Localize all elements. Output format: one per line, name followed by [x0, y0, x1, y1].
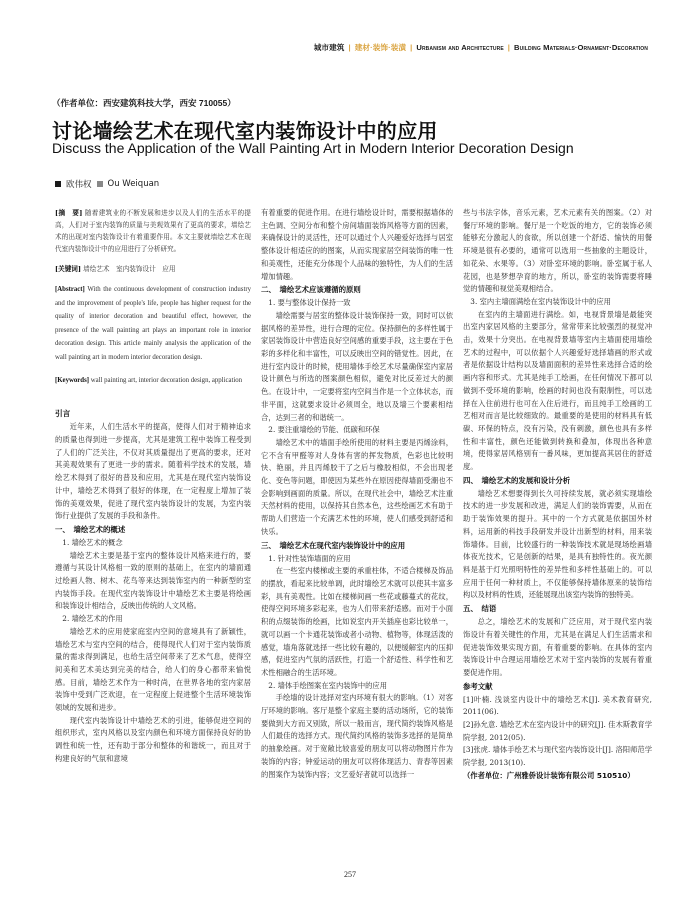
paragraph: 在室内的主墙面进行满绘。如，电视背景墙是最能突出室内家居风格的主要部分，常常带来比较强烈的视觉冲击，效果十分突出。在电视背景墙等室内主墙面使用墙绘艺术的过程中，可以依据个人兴趣爱好选择墙画的形式或者是依据设计结构以及墙面面积的差异性来选择合适的绘画内容和形式。尤其是纯手工绘画，在任何情况下都可以做到不受环境的影响，绘画的时间也没有限制性，可以选择在入住前进行也可在入住后进行，而且纯手工绘画的工艺相对而言是比较细致的。最重要的是使用的材料具有低碳、环保的特点，没有污染，没有刺激，颜色也具有多样性和丰富性，颜色还能做到转换和叠加，体现出各种意境，使得家居风格别有一番风味，更加提高其居住的舒适度。 — [463, 309, 652, 472]
subsection-heading: 2. 要注重墙绘的节能、低碳和环保 — [268, 425, 380, 435]
column-2 — [261, 207, 453, 781]
section-heading: 二、 墙绘艺术应该遵循的原则 — [261, 285, 361, 295]
authors — [55, 178, 159, 190]
abstract-cn — [55, 207, 251, 255]
reference-item: [2]孙允意. 墙绘艺术在室内设计中的研究[J]. 佳木斯教育学院学报, 2012(05). — [463, 720, 652, 742]
column-3 — [463, 207, 652, 783]
abstract-text: 随着建筑业的不断发展和进步以及人们的生活水平的提高，人们对于室内装饰的质量与美观效果有了更高的要求，墙绘艺术的出现对室内装饰设计有着重要作用。本文主要就墙绘艺术在现代室内装饰设计中的应用进行了分析研究。 — [55, 209, 252, 254]
reference-item: [1]叶楠. 浅谈室内设计中的墙绘艺术[J]. 美术教育研究, 2011(06). — [463, 694, 652, 717]
paragraph: 墙绘艺术中的墙面手绘所使用的材料主要是丙烯涂料，它不含有甲醛等对人身体有害的挥发物质，色彩也比较明快、艳丽，并且丙烯胶干了之后与橡胶相似，不会出现老化、变色等问题，即使因为某些外在原因使得墙面受潮也不会影响到画面的质量。所以，在现代社会中，墙绘艺术注重天然材料的使用，以保持其自然本色，这些绘画艺术有助于帮助人们营造一个充满艺术性的环境，使人们感受到舒适和快乐。 — [261, 437, 453, 536]
section-heading: 五、 结语 — [463, 604, 497, 614]
section-heading: 一、 墙绘艺术的概述 — [55, 524, 126, 534]
subsection-heading: 2. 墙绘艺术的作用 — [62, 614, 123, 624]
keywords-label: [关键词] — [55, 265, 82, 274]
section-heading: 三、 墙绘艺术在现代室内装饰设计中的应用 — [261, 540, 406, 550]
paragraph: 手绘墙的设计选择对室内环境有很大的影响。（1）对客厅环境的影响。客厅是整个家庭主要的活动场所，它的装饰要做到大方而又别致，所以一般而言，现代简约装饰风格是人们最佳的选择方式。现代简约风格的装饰多选择的是简单的抽象绘画。对于宽敞比较喜爱的朋友可以将动物图片作为装饰的内容；钟爱运动的朋友可以将体现活力、青春等因素的图案作为装饰内容；文艺爱好者就可以选择一 — [261, 693, 453, 779]
title-chinese: 讨论墙绘艺术在现代室内装饰设计中的应用 — [52, 119, 438, 143]
journal-header: 城市建筑 | 建材·装饰·装潢 | Urbanism and Architecture | Building Materials·Ornament·Decoration — [313, 43, 648, 52]
square-bullet-icon — [97, 181, 103, 187]
keywords-cn — [55, 263, 251, 275]
subsection-heading: 1. 要与整体设计保持一致 — [268, 298, 351, 308]
keywords-en-text: wall painting art, interior decoration design, application — [90, 376, 243, 384]
subsection-heading: 3. 室内主墙面满绘在室内装饰设计中的应用 — [470, 296, 611, 306]
column-1 — [55, 207, 251, 766]
author-affiliation-top: （作者单位：西安建筑科技大学，西安 710055） — [52, 98, 236, 108]
paragraph: 墙绘需要与居室的整体设计装饰保持一致，同时可以依据风格的差异性，进行合理的定位。保持颜色的多样性属于家居装饰设计中营造良好空间感的重要手段，这主要在于色彩的多样化和丰富性，可以反映出空间的错觉性。因此，在进行室内设计的时候，使用墙体手绘艺术尽量确保室内家居设计颜色与所选的图案颜色相似，避免对比反差过大的颜色。在设计中，一定要将室内空间当作是一个立体状态，而非平面，这就要求设计必须周全，地以及墙三个要素相结合，达到三者的和谐统一。 — [261, 310, 453, 422]
paragraph: 墙绘艺术主要是基于室内的整体设计风格来进行的，要遵循与其设计风格相一致的原则的基础上，在室内的墙面通过绘画人物、树木、花鸟等来达到装饰室内的一种新型的室内装饰手段。在现代室内装饰设计中墙绘艺术主要是将绘画和装饰设计相结合，反映出传统的人文风格。 — [55, 550, 251, 611]
author-affiliation-bottom: （作者单位：广州雅侨设计装饰有限公司 510510） — [463, 770, 635, 780]
paragraph: 墙绘艺术的应用使家庭室内空间的意境具有了新颖性，墙绘艺术与室内空间的结合，使得现代人们对于室内装饰质量的需求得到满足，也给生活空间带来了艺术气息，使得空间美和艺术美达到完美的结合，给人们的身心都带来愉悦感。目前，墙绘艺术作为一种时尚，在世界各地的室内家居装饰中受到广泛欢迎，在一定程度上促进整个生活环境装饰领域的发展和进步。 — [55, 626, 251, 713]
journal-header-sub: 建材·装饰·装潢 — [354, 43, 407, 52]
paragraph: 在一些室内楼梯或主要的承重柱体，不适合楼梯及饰品的摆放，看起来比较单调，此时墙绘艺术就可以使其丰富多彩，具有美观性。比如在楼梯间画一些花或藤蔓式的花纹，使得空间环境多彩起来，也为人们带来舒适感。而对于小面积的点缀装饰的绘画，比如说室内开关插座也彩比较单一，就可以画一个卡通花装饰或者小动物、植物等，体现活泼的感觉，墙角落就选择一些比较有趣的，以便缓解室内的压抑感，促进室内气氛的活跃性，打造一个舒适性、科学性和艺术性相融合的生活环境。 — [261, 566, 453, 677]
author-cn: 欧伟权 — [66, 180, 92, 190]
section-heading-intro: 引言 — [55, 409, 71, 419]
paragraph: 近年来，人们生活水平的提高，使得人们对于精神追求的质量也得到进一步提高，尤其是建筑工程中装饰工程受到了人们的广泛关注，不仅对其质量提出了更高的要求，还对其美观效果有了更进一步的需求。随着科学技术的发展，墙绘艺术得到了很好的普及和应用，尤其是在现代室内装饰设计中，墙绘艺术得到了很好的体现，在一定程度上增加了装饰的美观效果，促进了现代室内装饰设计的发展，为室内装饰行业提供了发展的手段和条件。 — [55, 422, 251, 521]
paragraph: 墙绘艺术想要得到长久可持续发展，就必须实现墙绘技术的进一步发展和改进，满足人们的装饰需要，从而在助于装饰效果的提升。其中的一个方式就是依据国外材料，运用新的科技手段研发并设计出新型的材料，用来装饰墙体。目前，比较盛行的一种装饰技术就是现场绘画墙体夜光技术，它是创新的结果，是具有独特性的。夜光颜料是基于灯光照明特性的差异性和多样性基础上的。可以应用于任何一种材质上，不仅能够保持墙体原来的装饰结构以及材料的性质，还能展现出该室内装饰的独特美。 — [463, 488, 652, 600]
abstract-en-label: [Abstract] — [55, 286, 85, 294]
abstract-en-text: With the continuous development of construction industry and the improvement of people's life, people has higher request for the quality of interior decoration and beautiful effect, however, the presence of the wall painting art plays an important role in interior decoration design. This article mainly analysis the application of the wall painting art in modern interior decoration design. — [55, 286, 252, 361]
journal-header-cn: 城市建筑 — [313, 43, 345, 52]
keywords-en — [55, 374, 251, 387]
references-heading: 参考文献 — [463, 681, 493, 691]
subsection-heading: 2. 墙体手绘图案在室内装饰中的应用 — [268, 680, 388, 690]
section-heading: 四、 墙绘艺术的发展和设计分析 — [463, 475, 571, 485]
paragraph: 些与书法字体，音乐元素，艺术元素有关的图案。（2）对餐厅环境的影响。餐厅是一个吃饭的地方，它的装饰必须能够充分激起人的食欲，所以创建一个舒适、愉快的用餐环境是很有必要的，通常可以选用一些抽象的主题设计，如花朵、水果等。（3）对卧室环境的影响。卧室属于私人花园，也是梦想孕育的地方，所以，卧室的装饰需要将睡觉的情趣和视觉美观相结合。 — [463, 208, 652, 294]
title-english: Discuss the Application of the Wall Painting Art in Modern Interior Decoration Design — [52, 140, 574, 156]
keywords-text: 墙绘艺术 室内装饰设计 应用 — [83, 265, 176, 274]
journal-header-en-sub: Building Materials·Ornament·Decoration — [514, 43, 648, 52]
page-number: 257 — [344, 870, 356, 879]
journal-header-en: Urbanism and Architecture — [416, 43, 504, 52]
subsection-heading: 1. 墙绘艺术的概念 — [62, 537, 123, 547]
author-en: Ou Weiquan — [107, 179, 160, 189]
paragraph: 现代室内装饰设计中墙绘艺术的引进，能够促进空间的组织形式，室内风格以及室内颜色和环境方面保持良好的协调性和统一性，还有助于部分和整体的和谐统一，而且对于构建良好的气氛和意境 — [55, 715, 251, 763]
square-bullet-icon — [55, 181, 61, 187]
paragraph: 有着重要的促进作用。在进行墙绘设计时，需要根据墙体的主色调、空间分布和整个房间墙面装饰风格等方面的因素，来确保设计的灵活性，还可以通过个人兴趣爱好选择与居室整体设计相适应的的图案，从而实现家居空间装饰的唯一性和美观性，还能充分体现个人品味的独特性，为人们的生活增加情趣。 — [261, 208, 453, 281]
abstract-label: [摘 要] — [55, 209, 83, 217]
paragraph: 总之，墙绘艺术的发展和广泛应用，对于现代室内装饰设计有着关键性的作用，尤其是在满足人们生活需求和促进装饰效果实现方面，有着重要的影响。在具体的室内装饰设计中合理运用墙绘艺术对于室内装饰的发展有着重要促进作用。 — [463, 617, 652, 677]
subsection-heading: 1. 针对性装饰墙面的应用 — [268, 553, 351, 563]
abstract-en — [55, 283, 251, 363]
keywords-en-label: [Keywords] — [55, 376, 89, 384]
reference-item: [3]张虎. 墙体手绘艺术与现代室内装饰设计[J]. 洛阳师范学院学报, 2013(10). — [463, 745, 652, 768]
